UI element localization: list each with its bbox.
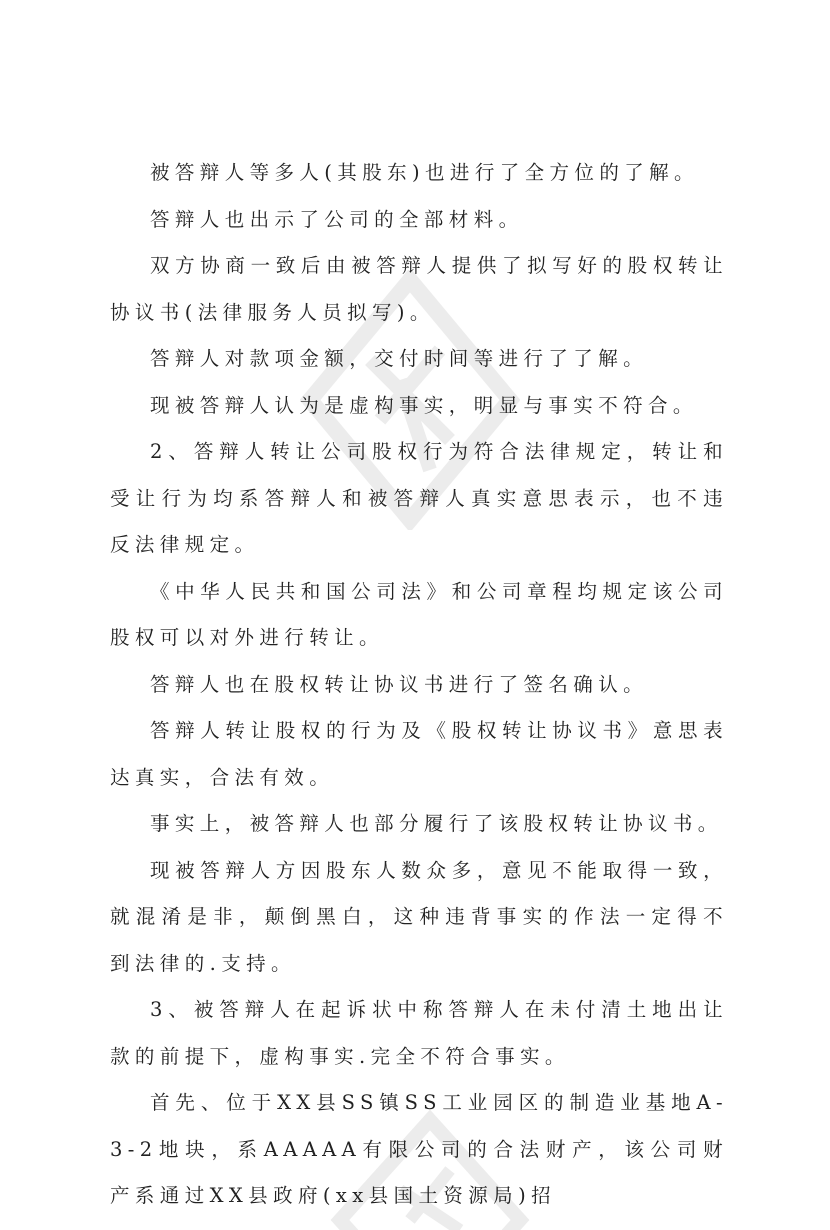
paragraph: 现被答辩人方因股东人数众多，意见不能取得一致，就混淆是非，颠倒黑白，这种违背事实的作法一定得不到法律的.支持。 (110, 858, 728, 975)
paragraph: 答辩人也在股权转让协议书进行了签名确认。 (150, 672, 649, 696)
paragraph: 双方协商一致后由被答辩人提供了拟写好的股权转让协议书(法律服务人员拟写)。 (110, 254, 728, 324)
paragraph: 答辩人也出示了公司的全部材料。 (150, 207, 524, 231)
paragraph: 3、被答辩人在起诉状中称答辩人在未付清土地出让款的前提下，虚构事实.完全不符合事实。 (110, 998, 728, 1068)
paragraph: 答辩人转让股权的行为及《股权转让协议书》意思表达真实，合法有效。 (110, 719, 728, 789)
paragraph: 首先、位于XX县SS镇SS工业园区的制造业基地A-3-2地块，系AAAAA有限公司的合法财产，该公司财产系通过XX县政府(xx县国土资源局)招 (110, 1091, 728, 1207)
paragraph: 事实上，被答辩人也部分履行了该股权转让协议书。 (150, 812, 723, 835)
paragraph: 《中华人民共和国公司法》和公司章程均规定该公司股权可以对外进行转让。 (110, 579, 728, 649)
document-body (110, 150, 728, 1220)
paragraph: 2、答辩人转让公司股权行为符合法律规定，转让和受让行为均系答辩人和被答辩人真实意思表示，也不违反法律规定。 (110, 440, 728, 556)
paragraph: 现被答辩人认为是虚构事实，明显与事实不符合。 (150, 393, 698, 417)
paragraph: 被答辩人等多人(其股东)也进行了全方位的了解。 (150, 161, 699, 184)
paragraph: 答辩人对款项金额，交付时间等进行了了解。 (150, 347, 649, 370)
